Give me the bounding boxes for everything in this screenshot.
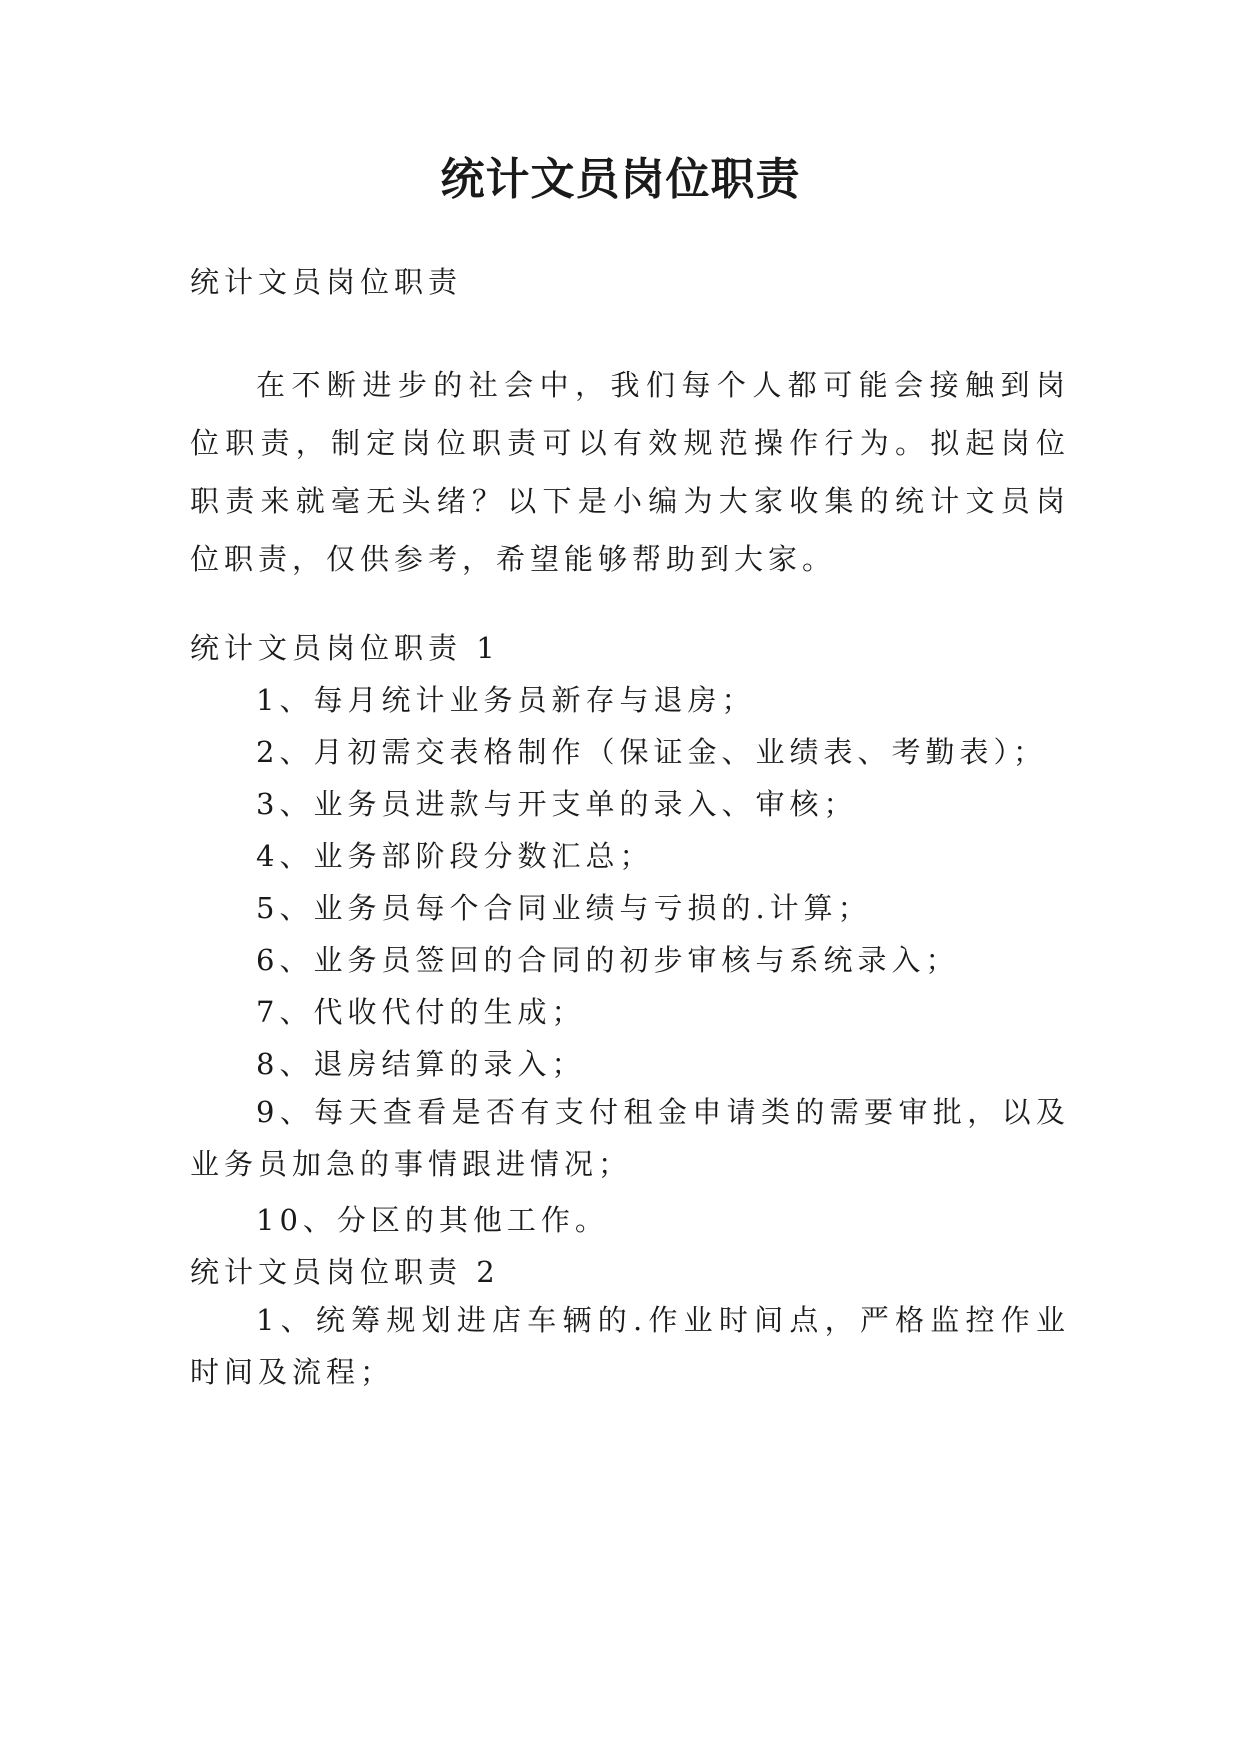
list-item: 6、业务员签回的合同的初步审核与系统录入；: [256, 943, 960, 977]
list-item: 3、业务员进款与开支单的录入、审核；: [256, 787, 858, 821]
section-heading-2: 统计文员岗位职责 2: [190, 1255, 500, 1289]
list-item: 2、月初需交表格制作（保证金、业绩表、考勤表）；: [256, 735, 1047, 769]
list-item-wrapped: 9、每天查看是否有支付租金申请类的需要审批，以及业务员加急的事情跟进情况；: [190, 1095, 1070, 1181]
section-heading-1: 统计文员岗位职责 1: [190, 631, 500, 665]
list-item: 7、代收代付的生成；: [256, 995, 586, 1029]
list-item-wrapped: 1、统筹规划进店车辆的.作业时间点，严格监控作业时间及流程；: [190, 1303, 1070, 1389]
list-item: 8、退房结算的录入；: [256, 1047, 586, 1081]
list-item: 5、业务员每个合同业绩与亏损的.计算；: [256, 891, 872, 925]
list-item: 4、业务部阶段分数汇总；: [256, 839, 654, 873]
document-title: 统计文员岗位职责: [440, 154, 801, 205]
list-item: 1、每月统计业务员新存与退房；: [256, 683, 756, 717]
list-item: 10、分区的其他工作。: [256, 1203, 609, 1237]
document-subtitle: 统计文员岗位职责: [190, 265, 463, 299]
intro-paragraph: 在不断进步的社会中，我们每个人都可能会接触到岗位职责，制定岗位职责可以有效规范操作行为。拟起岗位职责来就毫无头绪？以下是小编为大家收集的统计文员岗位职责，仅供参考，希望能够帮助到大家。: [190, 368, 1070, 576]
